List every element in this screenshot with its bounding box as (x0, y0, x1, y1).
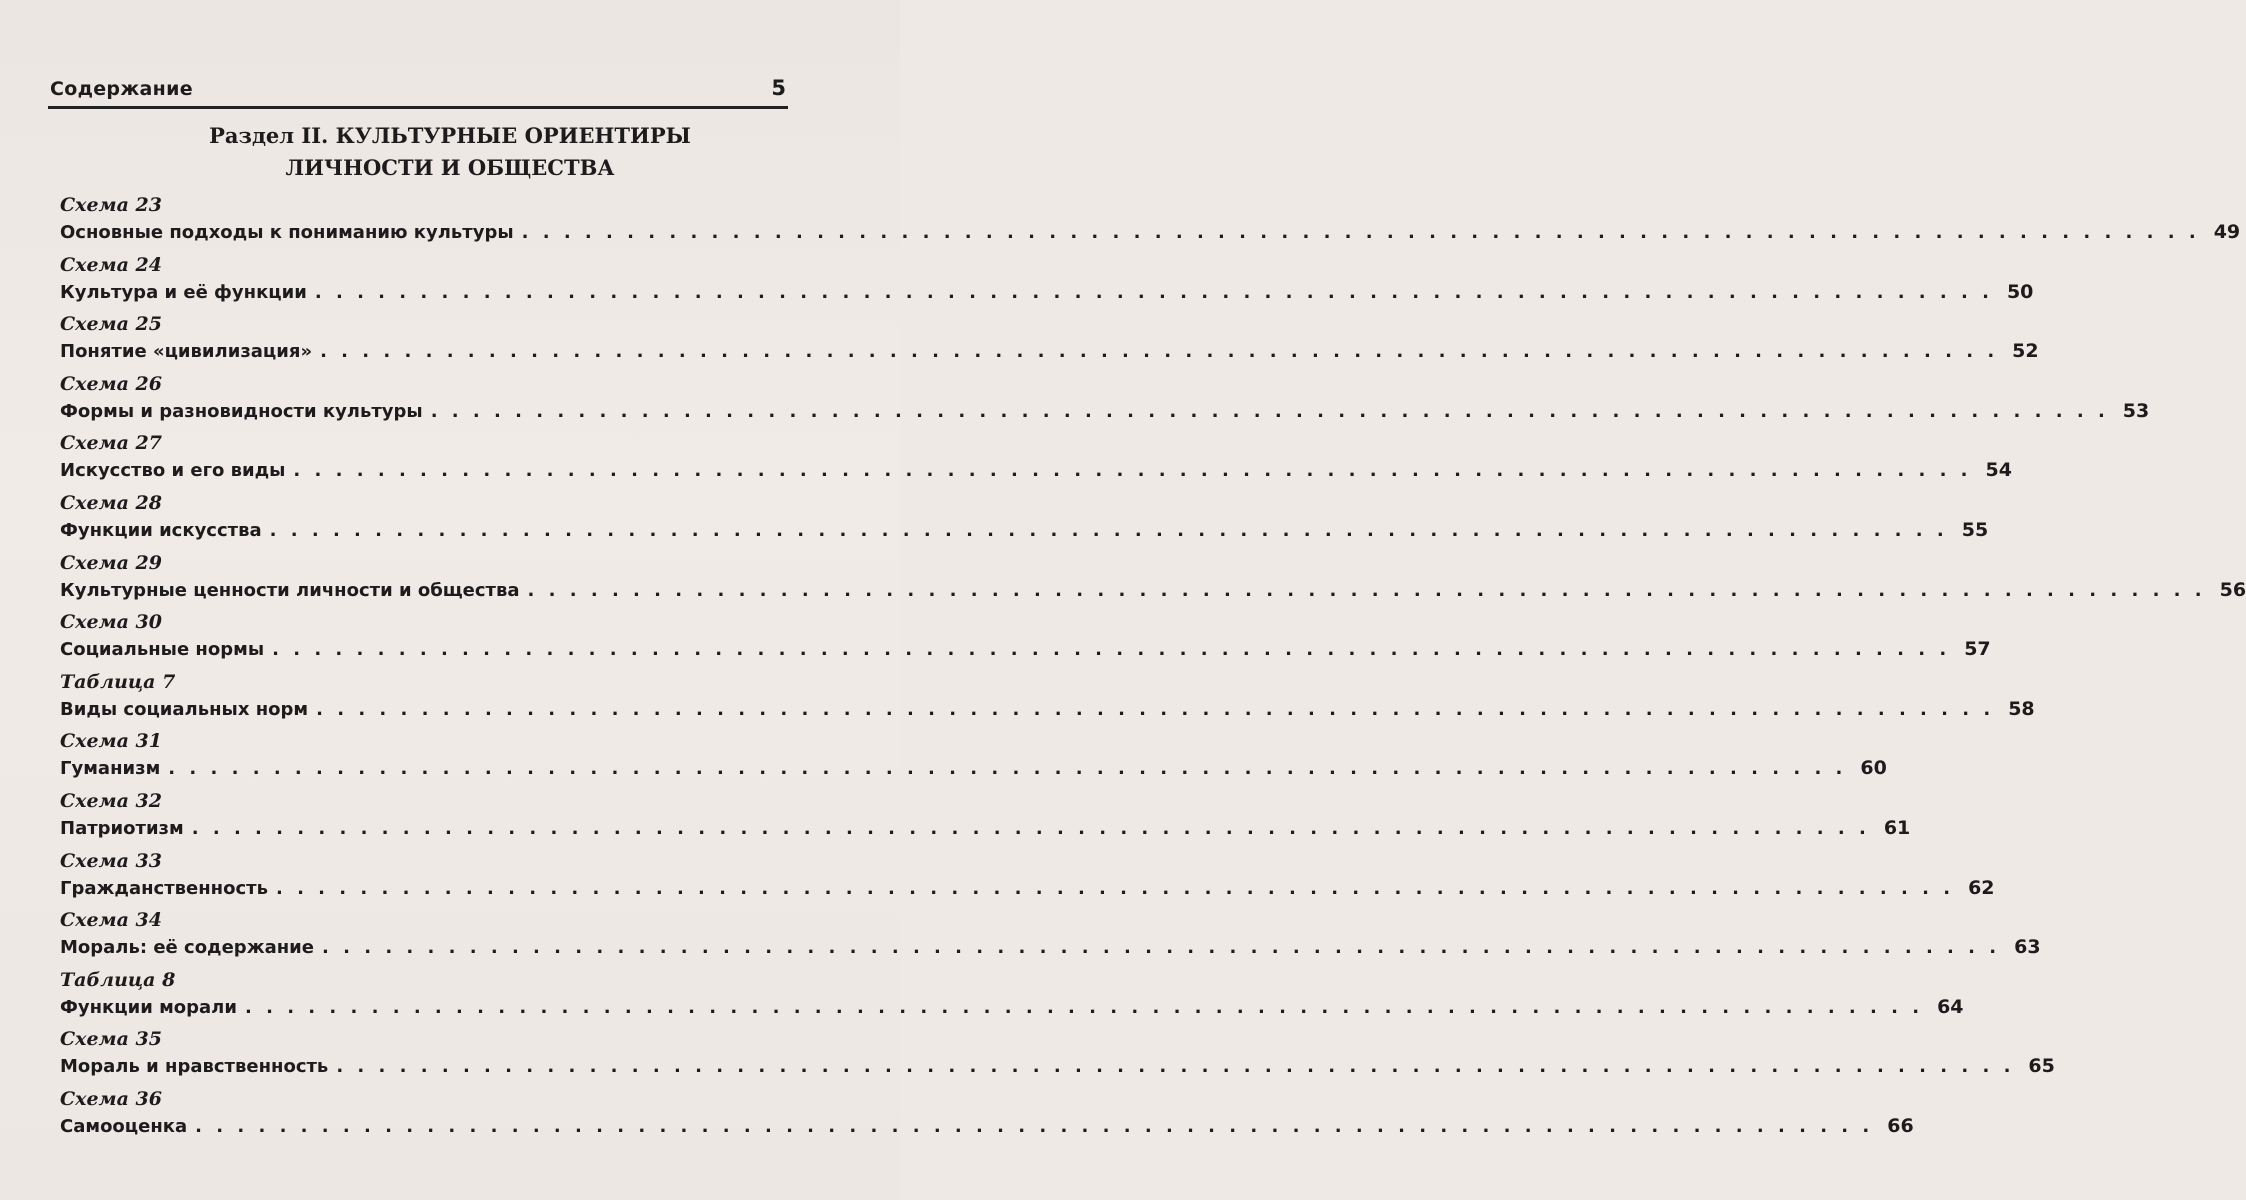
dot-leader: . . . . . . . . . . . . . . . . . . . . . . . . . . . . . . . . . . . . . . . . . . . . . . . . . . . . . . . . . . . . . . . . . . . . . . . . . . . . . . . . (336, 1056, 2015, 1078)
dot-leader: . . . . . . . . . . . . . . . . . . . . . . . . . . . . . . . . . . . . . . . . . . . . . . . . . . . . . . . . . . . . . . . . . . . . . . . . . . . . . . . . (430, 400, 2109, 422)
toc-entry-page: 62 (1968, 876, 1995, 899)
toc-entry-label: Мораль и нравственность (60, 1056, 329, 1078)
section-heading-line-1: Раздел II. КУЛЬТУРНЫЕ ОРИЕНТИРЫ (209, 123, 691, 148)
toc-entry-kicker: Таблица 8 (60, 968, 176, 991)
toc-entry-page: 65 (2028, 1055, 2055, 1078)
toc-entry[interactable] (60, 311, 2039, 371)
toc-entry-page: 56 (2219, 578, 2246, 601)
toc-entry-label: Гражданственность (60, 877, 268, 899)
toc-entry[interactable] (60, 371, 2150, 431)
toc-entry-page: 54 (1985, 459, 2012, 482)
dot-leader: . . . . . . . . . . . . . . . . . . . . . . . . . . . . . . . . . . . . . . . . . . . . . . . . . . . . . . . . . . . . . . . . . . . . . . . . . . . . . . . . (244, 996, 1924, 1018)
toc-entry-page: 52 (2012, 340, 2039, 363)
toc-entry-label: Самооценка (60, 1115, 188, 1137)
toc-entry-page: 66 (1887, 1114, 1914, 1137)
toc-entry-kicker: Схема 32 (60, 789, 162, 812)
toc-entry-page: 64 (1937, 995, 1964, 1018)
toc-entry-kicker: Схема 29 (60, 551, 162, 574)
toc-entry[interactable] (60, 788, 1911, 848)
toc-entry[interactable] (60, 1086, 1914, 1146)
toc-entry-page: 49 (2213, 221, 2241, 243)
toc-entry-page: 57 (1964, 638, 1991, 661)
toc-entry-label: Функции искусства (60, 519, 262, 541)
toc-entry-kicker: Схема 25 (60, 313, 162, 336)
toc-entry-kicker: Схема 36 (60, 1087, 162, 1110)
toc-entry[interactable] (60, 848, 1995, 908)
toc-entry-kicker: Схема 35 (60, 1028, 162, 1051)
dot-leader: . . . . . . . . . . . . . . . . . . . . . . . . . . . . . . . . . . . . . . . . . . . . . . . . . . . . . . . . . . . . . . . . . . . . . . . . . . . . . . . . (272, 639, 1951, 661)
toc-entry-kicker: Схема 28 (60, 491, 162, 514)
dot-leader: . . . . . . . . . . . . . . . . . . . . . . . . . . . . . . . . . . . . . . . . . . . . . . . . . . . . . . . . . . . . . . . . . . . . . . . . . . . . . . . . (293, 460, 1972, 482)
toc-entry-label: Социальные нормы (60, 639, 265, 661)
page-number: 5 (771, 76, 786, 100)
dot-leader: . . . . . . . . . . . . . . . . . . . . . . . . . . . . . . . . . . . . . . . . . . . . . . . . . . . . . . . . . . . . . . . . . . . . . . . . . . . . . . . . (269, 519, 1948, 541)
toc-entry-label: Гуманизм (60, 758, 161, 780)
toc-entry-kicker: Схема 31 (60, 730, 162, 753)
toc-entry-label: Понятие «цивилизация» (60, 341, 313, 363)
dot-leader: . . . . . . . . . . . . . . . . . . . . . . . . . . . . . . . . . . . . . . . . . . . . . . . . . . . . . . . . . . . . . . . . . . . . . . . . . . . . . . . . (314, 281, 1993, 303)
toc-entry[interactable] (60, 192, 2241, 252)
toc-entry-page: 63 (2014, 936, 2041, 959)
toc-entry-label: Формы и разновидности культуры (60, 400, 423, 422)
toc-entry-page: 55 (1961, 518, 1989, 541)
toc-entry-label: Мораль: её содержание (60, 937, 315, 959)
dot-leader: . . . . . . . . . . . . . . . . . . . . . . . . . . . . . . . . . . . . . . . . . . . . . . . . . . . . . . . . . . . . . . . . . . . . . . . . . . . . . . . . (320, 341, 1999, 363)
running-header (50, 76, 786, 104)
dot-leader: . . . . . . . . . . . . . . . . . . . . . . . . . . . . . . . . . . . . . . . . . . . . . . . . . . . . . . . . . . . . . . . . . . . . . . . . . . . . . . . . (521, 222, 2200, 243)
dot-leader: . . . . . . . . . . . . . . . . . . . . . . . . . . . . . . . . . . . . . . . . . . . . . . . . . . . . . . . . . . . . . . . . . . . . . . . . . . . . . . . . (191, 817, 1870, 839)
toc-entry-page: 61 (1883, 816, 1911, 839)
toc-entry[interactable] (60, 550, 2246, 610)
toc-entry-kicker: Схема 26 (60, 372, 162, 395)
toc-entry[interactable] (60, 609, 1991, 669)
dot-leader: . . . . . . . . . . . . . . . . . . . . . . . . . . . . . . . . . . . . . . . . . . . . . . . . . . . . . . . . . . . . . . . . . . . . . . . . . . . . . . . . (316, 698, 1995, 720)
dot-leader: . . . . . . . . . . . . . . . . . . . . . . . . . . . . . . . . . . . . . . . . . . . . . . . . . . . . . . . . . . . . . . . . . . . . . . . . . . . . . . . . (168, 758, 1847, 780)
toc-entry-kicker: Схема 23 (60, 194, 162, 216)
toc-entry[interactable] (60, 252, 2034, 312)
toc-entry-page: 58 (2008, 697, 2035, 720)
toc-entry-label: Искусство и его виды (60, 460, 286, 482)
toc-entry-page: 53 (2122, 399, 2150, 422)
table-of-contents (60, 192, 2246, 1146)
toc-entry-page: 60 (1860, 757, 1887, 780)
toc-entry[interactable] (60, 728, 1887, 788)
toc-entry-label: Основные подходы к пониманию культуры (60, 222, 514, 243)
toc-entry[interactable] (60, 1026, 2055, 1086)
toc-entry-label: Виды социальных норм (60, 698, 309, 720)
toc-entry-kicker: Схема 30 (60, 611, 162, 634)
toc-entry-label: Культура и её функции (60, 281, 307, 303)
toc-entry-kicker: Схема 34 (60, 909, 162, 932)
toc-entry-kicker: Таблица 7 (60, 670, 176, 693)
dot-leader: . . . . . . . . . . . . . . . . . . . . . . . . . . . . . . . . . . . . . . . . . . . . . . . . . . . . . . . . . . . . . . . . . . . . . . . . . . . . . . . . (195, 1115, 1874, 1137)
toc-entry[interactable] (60, 490, 1989, 550)
toc-entry[interactable] (60, 669, 2035, 729)
running-title: Содержание (50, 78, 193, 100)
toc-entry-label: Функции морали (60, 996, 237, 1018)
toc-entry-label: Патриотизм (60, 817, 184, 839)
toc-entry-page: 50 (2006, 280, 2034, 303)
toc-entry[interactable] (60, 967, 1964, 1027)
toc-entry-kicker: Схема 24 (60, 253, 162, 276)
dot-leader: . . . . . . . . . . . . . . . . . . . . . . . . . . . . . . . . . . . . . . . . . . . . . . . . . . . . . . . . . . . . . . . . . . . . . . . . . . . . . . . . (322, 937, 2001, 959)
section-heading (0, 120, 900, 184)
dot-leader: . . . . . . . . . . . . . . . . . . . . . . . . . . . . . . . . . . . . . . . . . . . . . . . . . . . . . . . . . . . . . . . . . . . . . . . . . . . . . . . . (275, 877, 1955, 899)
toc-entry[interactable] (60, 907, 2041, 967)
toc-entry-kicker: Схема 27 (60, 432, 162, 455)
toc-entry-label: Культурные ценности личности и общества (60, 579, 520, 601)
section-heading-line-2: ЛИЧНОСТИ И ОБЩЕСТВА (285, 155, 615, 180)
dot-leader: . . . . . . . . . . . . . . . . . . . . . . . . . . . . . . . . . . . . . . . . . . . . . . . . . . . . . . . . . . . . . . . . . . . . . . . . . . . . . . . . (527, 579, 2206, 601)
toc-entry-kicker: Схема 33 (60, 849, 162, 872)
header-rule (48, 106, 788, 109)
toc-entry[interactable] (60, 430, 2012, 490)
